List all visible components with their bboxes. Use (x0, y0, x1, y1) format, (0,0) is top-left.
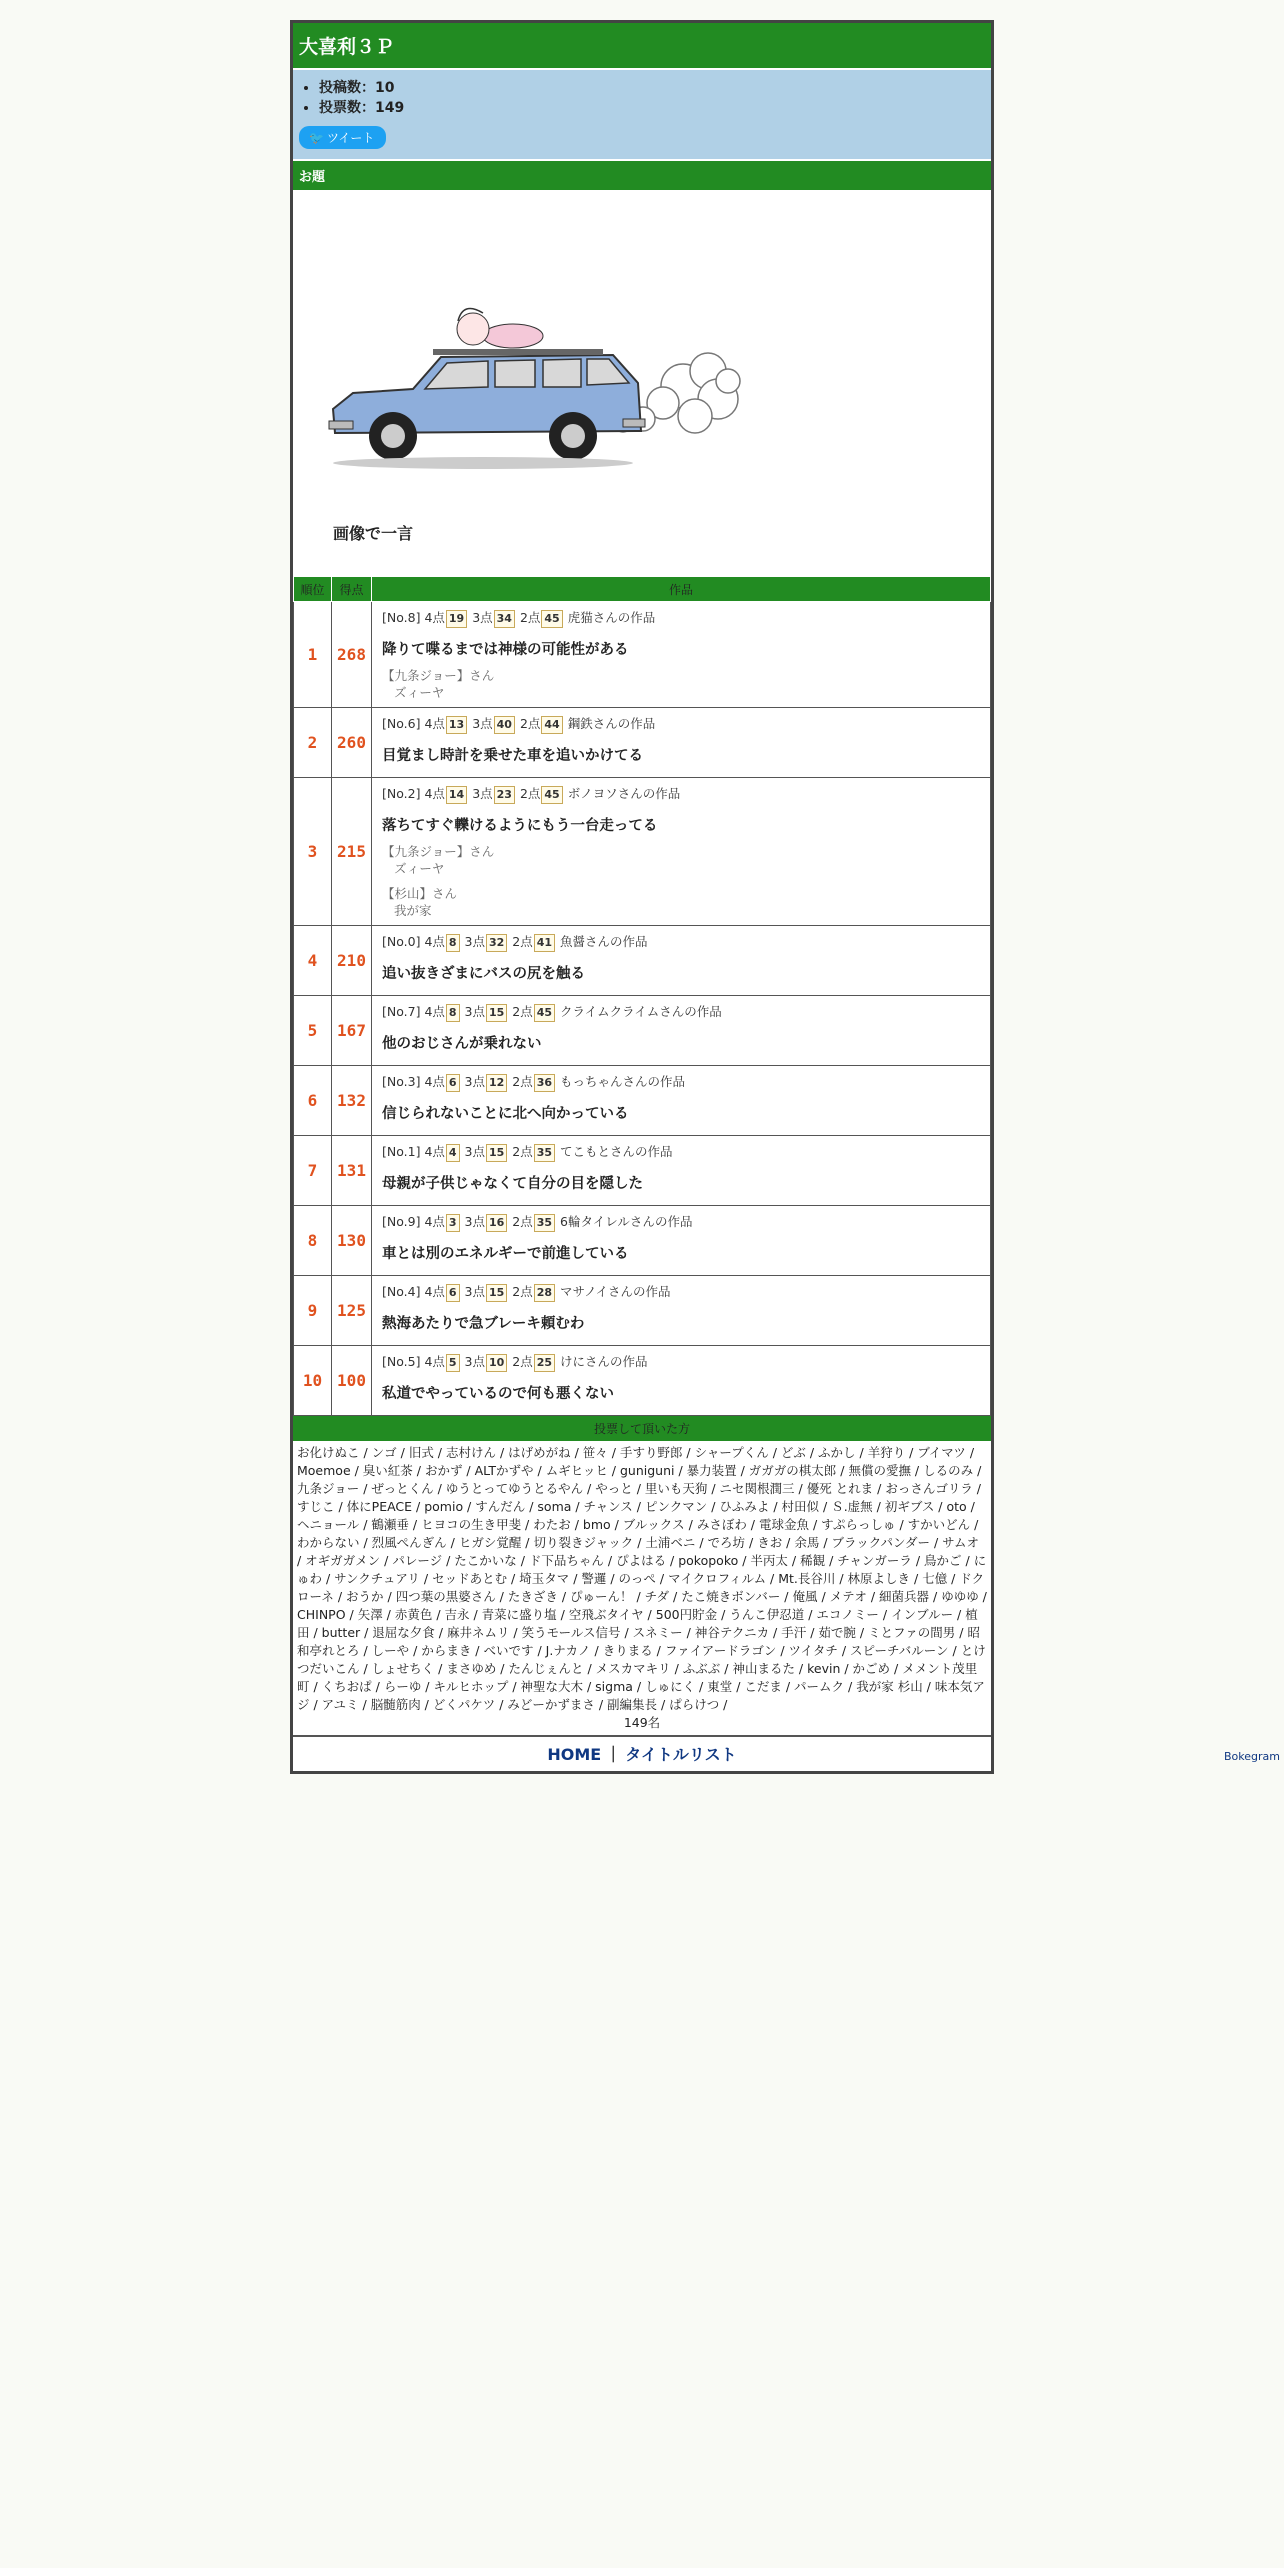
rank-cell: 3 (294, 778, 332, 926)
label-3pt: 3点 (472, 786, 493, 801)
points-cell: 167 (332, 996, 372, 1066)
work-cell (372, 708, 991, 778)
comment-author: 【九条ジョー】さん (382, 844, 495, 859)
count-4pt: 6 (446, 1074, 460, 1092)
label-4pt: 4点 (424, 1144, 445, 1159)
work-title: 母親が子供じゃなくて自分の目を隠した (382, 1176, 643, 1192)
label-3pt: 3点 (472, 610, 493, 625)
count-4pt: 5 (446, 1354, 460, 1372)
points-cell: 210 (332, 926, 372, 996)
points-cell: 260 (332, 708, 372, 778)
label-2pt: 2点 (519, 786, 541, 801)
label-2pt: 2点 (519, 716, 541, 731)
label-4pt: 4点 (424, 1354, 445, 1369)
entry-author: 魚醤さんの作品 (560, 934, 648, 949)
count-2pt: 45 (541, 786, 562, 804)
points-cell: 132 (332, 1066, 372, 1136)
car-illustration (329, 349, 645, 469)
count-3pt: 23 (494, 786, 515, 804)
label-4pt: 4点 (424, 716, 445, 731)
post-count: • 投稿数：10 (319, 78, 985, 98)
points-cell: 131 (332, 1136, 372, 1206)
count-3pt: 15 (486, 1144, 507, 1162)
table-header-row (294, 577, 991, 602)
work-cell (372, 1346, 991, 1416)
nav-separator: ｜ (605, 1745, 622, 1764)
table-row (294, 1276, 991, 1346)
label-4pt: 4点 (424, 1074, 445, 1089)
count-3pt: 34 (494, 610, 515, 628)
label-3pt: 3点 (464, 1004, 485, 1019)
count-4pt: 3 (446, 1214, 460, 1232)
work-cell (372, 926, 991, 996)
count-2pt: 41 (534, 934, 555, 952)
label-2pt: 2点 (519, 610, 541, 625)
work-meta (382, 608, 982, 628)
entry-author: 鋼鉄さんの作品 (567, 716, 656, 731)
tweet-label: ツイート (326, 131, 375, 145)
tweet-button[interactable] (299, 126, 386, 149)
points-cell: 125 (332, 1276, 372, 1346)
voters-list (293, 1441, 991, 1737)
entry-author: 6輪タイレルさんの作品 (560, 1214, 693, 1229)
stats-list (299, 78, 985, 118)
comment-author: 【杉山】さん (382, 886, 458, 901)
count-2pt: 45 (541, 610, 562, 628)
points-cell: 130 (332, 1206, 372, 1276)
count-4pt: 13 (446, 716, 467, 734)
twitter-bird-icon: 🐦 (309, 131, 324, 145)
work-cell (372, 1136, 991, 1206)
entry-author: 虎猫さんの作品 (567, 610, 656, 625)
count-2pt: 36 (534, 1074, 555, 1092)
odai-panel (293, 191, 991, 576)
label-4pt: 4点 (424, 1284, 445, 1299)
rank-cell: 5 (294, 996, 332, 1066)
entry-number: [No.5] (382, 1354, 421, 1369)
page-title: 大喜利３Ｐ (293, 23, 991, 70)
count-4pt: 19 (446, 610, 467, 628)
table-row (294, 708, 991, 778)
title-list-link[interactable]: タイトルリスト (625, 1745, 737, 1764)
work-cell (372, 602, 991, 708)
stats-panel (293, 70, 991, 161)
count-2pt: 35 (534, 1214, 555, 1232)
odai-header: お題 (293, 161, 991, 191)
count-4pt: 4 (446, 1144, 460, 1162)
work-cell (372, 1066, 991, 1136)
label-4pt: 4点 (424, 610, 445, 625)
comment-text: ズィーヤ (394, 861, 445, 876)
work-meta (382, 1142, 982, 1162)
count-4pt: 8 (446, 1004, 460, 1022)
work-meta (382, 714, 982, 734)
label-2pt: 2点 (512, 1144, 533, 1159)
work-cell (372, 1276, 991, 1346)
label-2pt: 2点 (512, 1004, 533, 1019)
count-4pt: 8 (446, 934, 460, 952)
entry-author: もっちゃんさんの作品 (560, 1074, 686, 1089)
label-2pt: 2点 (512, 934, 533, 949)
work-cell (372, 1206, 991, 1276)
comment-text: ズィーヤ (394, 685, 445, 700)
work-meta (382, 1072, 982, 1092)
points-cell: 100 (332, 1346, 372, 1416)
label-2pt: 2点 (512, 1354, 533, 1369)
ranking-body (294, 602, 991, 1416)
count-3pt: 40 (494, 716, 515, 734)
label-3pt: 3点 (472, 716, 493, 731)
rank-cell: 7 (294, 1136, 332, 1206)
entry-number: [No.1] (382, 1144, 421, 1159)
entry-number: [No.2] (382, 786, 421, 801)
rank-cell: 8 (294, 1206, 332, 1276)
count-3pt: 16 (486, 1214, 507, 1232)
rank-cell: 6 (294, 1066, 332, 1136)
work-meta (382, 1212, 982, 1232)
count-3pt: 12 (486, 1074, 507, 1092)
count-3pt: 10 (486, 1354, 507, 1372)
label-2pt: 2点 (512, 1074, 533, 1089)
entry-number: [No.0] (382, 934, 421, 949)
work-cell (372, 996, 991, 1066)
comment (382, 843, 982, 877)
work-title: 熱海あたりで急ブレーキ頼むわ (382, 1316, 585, 1332)
rank-cell: 9 (294, 1276, 332, 1346)
label-4pt: 4点 (424, 934, 445, 949)
work-title: 目覚まし時計を乗せた車を追いかけてる (382, 748, 643, 764)
table-row (294, 778, 991, 926)
work-title: 他のおじさんが乗れない (382, 1036, 542, 1052)
count-3pt: 15 (486, 1004, 507, 1022)
entry-author: クライムクライムさんの作品 (560, 1004, 722, 1019)
label-3pt: 3点 (464, 1074, 485, 1089)
odai-image (323, 291, 753, 491)
ranking-table (293, 576, 991, 1416)
entry-number: [No.3] (382, 1074, 421, 1089)
table-row (294, 996, 991, 1066)
home-link[interactable]: HOME (547, 1745, 602, 1764)
work-meta (382, 1282, 982, 1302)
odai-caption: 画像で一言 (333, 524, 414, 543)
work-meta (382, 1002, 982, 1022)
points-cell: 215 (332, 778, 372, 926)
voters-header: 投票して頂いた方 (293, 1416, 991, 1441)
vote-count: • 投票数：149 (319, 98, 985, 118)
voters-count: 149名 (623, 1715, 661, 1730)
table-row (294, 1136, 991, 1206)
count-2pt: 45 (534, 1004, 555, 1022)
count-2pt: 35 (534, 1144, 555, 1162)
voters-names: お化けぬこ / ンゴ / 旧式 / 志村けん / はげめがね / 笹々 / 手すり野郎 / シャープくん / どぶ / ふかし / 羊狩り / ブイマツ / Moemoe / 臭い紅茶 / おかず / ALTかずや / ムギヒッヒ / guniguni / 暴力装置 / ガガガの棋太郎 / 無償の愛撫 / しるのみ / 九条ジョー / ぜっとくん / ゆうとってゆうとるやん / やっと / 里いも天狗 / ニセ関根潤三 / 優死 とれま / おっさんゴリラ / すじこ / 体にPEACE / pomio / すんだん / soma / チャンス / ピンクマン / ひふみよ / 村田似 / Ｓ.虚無 / 初ギブス / oto / ヘニョール / 鶴瀬垂 / ヒヨコの生き甲斐 / わたお / bmo / ブルックス / みさぼわ / 電球金魚 / すぷらっしゅ / すかいどん / わからない / 烈風ぺんぎん / ヒガシ覚醒 / 切り裂きジャック / 土浦ベニ / でろ坊 / きお / 余馬 / ブラックパンダー / サムオ / オギガガメン / パレージ / たこかいな / ド下品ちゃん / ぴよはる / pokopoko / 半丙太 / 稀観 / チャンガーラ / 鳥かご / にゅわ / サンクチュアリ / セッドあとむ / 埼玉タマ / 警邏 / のっぺ / マイクロフィルム / Mt.長谷川 / 林原よしき / 七億 / ドクローネ / おうか / 四つ葉の黒婆さん / たきざき / ぴゅーん！ / チダ / たこ焼きボンバー / 俺風 / メテオ / 細菌兵器 / ゆゆゆ / CHINPO / 矢澤 / 赤黄色 / 吉永 / 青菜に盛り塩 / 空飛ぶタイヤ / 500円貯金 / うんこ伊忍道 / エコノミー / インブルー / 植田 / butter / 退屈な夕食 / 麻井ネムリ / 笑うモールス信号 / スネミー / 神谷テクニカ / 手汗 / 茹で腕 / ミとファの間男 / 昭和亭れとろ / しーや / からまき / べいです / J.ナカノ / きりまる / ファイアードラゴン / ツイタチ / スピーチバルーン / とけつだいこん / しょせちく / まさゆめ / たんじぇんと / メスカマキリ / ふぶぶ / 神山まるた / kevin / かごめ / メメント茂里町 / くちおぱ / らーゆ / キルヒホップ / 神聖な大木 / sigma / しゅにく / 東堂 / こだま / パームク / 我が家 杉山 / 味本気アジ / アユミ / 脳髄筋肉 / どくパケツ / みどーかずまさ / 副編集長 / ぱらけつ / (297, 1445, 987, 1712)
count-4pt: 14 (446, 786, 467, 804)
count-2pt: 25 (534, 1354, 555, 1372)
work-title: 降りて喋るまでは神様の可能性がある (382, 642, 629, 658)
label-3pt: 3点 (464, 934, 485, 949)
work-title: 信じられないことに北へ向かっている (382, 1106, 629, 1122)
points-column-header: 得点 (332, 577, 372, 602)
comment-text: 我が家 (394, 903, 432, 918)
count-4pt: 6 (446, 1284, 460, 1302)
main-panel (290, 20, 994, 1774)
table-row (294, 602, 991, 708)
rank-cell: 2 (294, 708, 332, 778)
comment-author: 【九条ジョー】さん (382, 668, 495, 683)
work-title: 落ちてすぐ轢けるようにもう一台走ってる (382, 818, 658, 834)
entry-author: ボノヨソさんの作品 (567, 786, 681, 801)
rank-column-header: 順位 (294, 577, 332, 602)
entry-number: [No.9] (382, 1214, 421, 1229)
entry-number: [No.6] (382, 716, 421, 731)
entry-number: [No.8] (382, 610, 421, 625)
comment (382, 667, 982, 701)
table-row (294, 1346, 991, 1416)
work-cell (372, 778, 991, 926)
table-row (294, 1206, 991, 1276)
work-meta (382, 932, 982, 952)
label-2pt: 2点 (512, 1214, 533, 1229)
entry-author: けにさんの作品 (560, 1354, 648, 1369)
work-meta (382, 784, 982, 804)
label-3pt: 3点 (464, 1354, 485, 1369)
rank-cell: 10 (294, 1346, 332, 1416)
entry-author: てこもとさんの作品 (560, 1144, 673, 1159)
work-title: 車とは別のエネルギーで前進している (382, 1246, 629, 1262)
label-3pt: 3点 (464, 1284, 485, 1299)
label-4pt: 4点 (424, 1214, 445, 1229)
work-column-header: 作品 (372, 577, 991, 602)
label-3pt: 3点 (464, 1214, 485, 1229)
label-4pt: 4点 (424, 1004, 445, 1019)
count-3pt: 32 (486, 934, 507, 952)
entry-number: [No.7] (382, 1004, 421, 1019)
work-title: 追い抜きざまにバスの尻を触る (382, 966, 585, 982)
work-title: 私道でやっているので何も悪くない (382, 1386, 614, 1402)
count-3pt: 15 (486, 1284, 507, 1302)
count-2pt: 28 (534, 1284, 555, 1302)
entry-number: [No.4] (382, 1284, 421, 1299)
bokegram-link[interactable]: Bokegram (1224, 1750, 1280, 1763)
label-4pt: 4点 (424, 786, 445, 801)
table-row (294, 1066, 991, 1136)
label-3pt: 3点 (464, 1144, 485, 1159)
person-illustration (457, 309, 543, 349)
footer-nav (293, 1737, 991, 1771)
table-row (294, 926, 991, 996)
points-cell: 268 (332, 602, 372, 708)
rank-cell: 4 (294, 926, 332, 996)
entry-author: マサノイさんの作品 (560, 1284, 671, 1299)
comment (382, 885, 982, 919)
rank-cell: 1 (294, 602, 332, 708)
count-2pt: 44 (541, 716, 562, 734)
label-2pt: 2点 (512, 1284, 533, 1299)
work-meta (382, 1352, 982, 1372)
